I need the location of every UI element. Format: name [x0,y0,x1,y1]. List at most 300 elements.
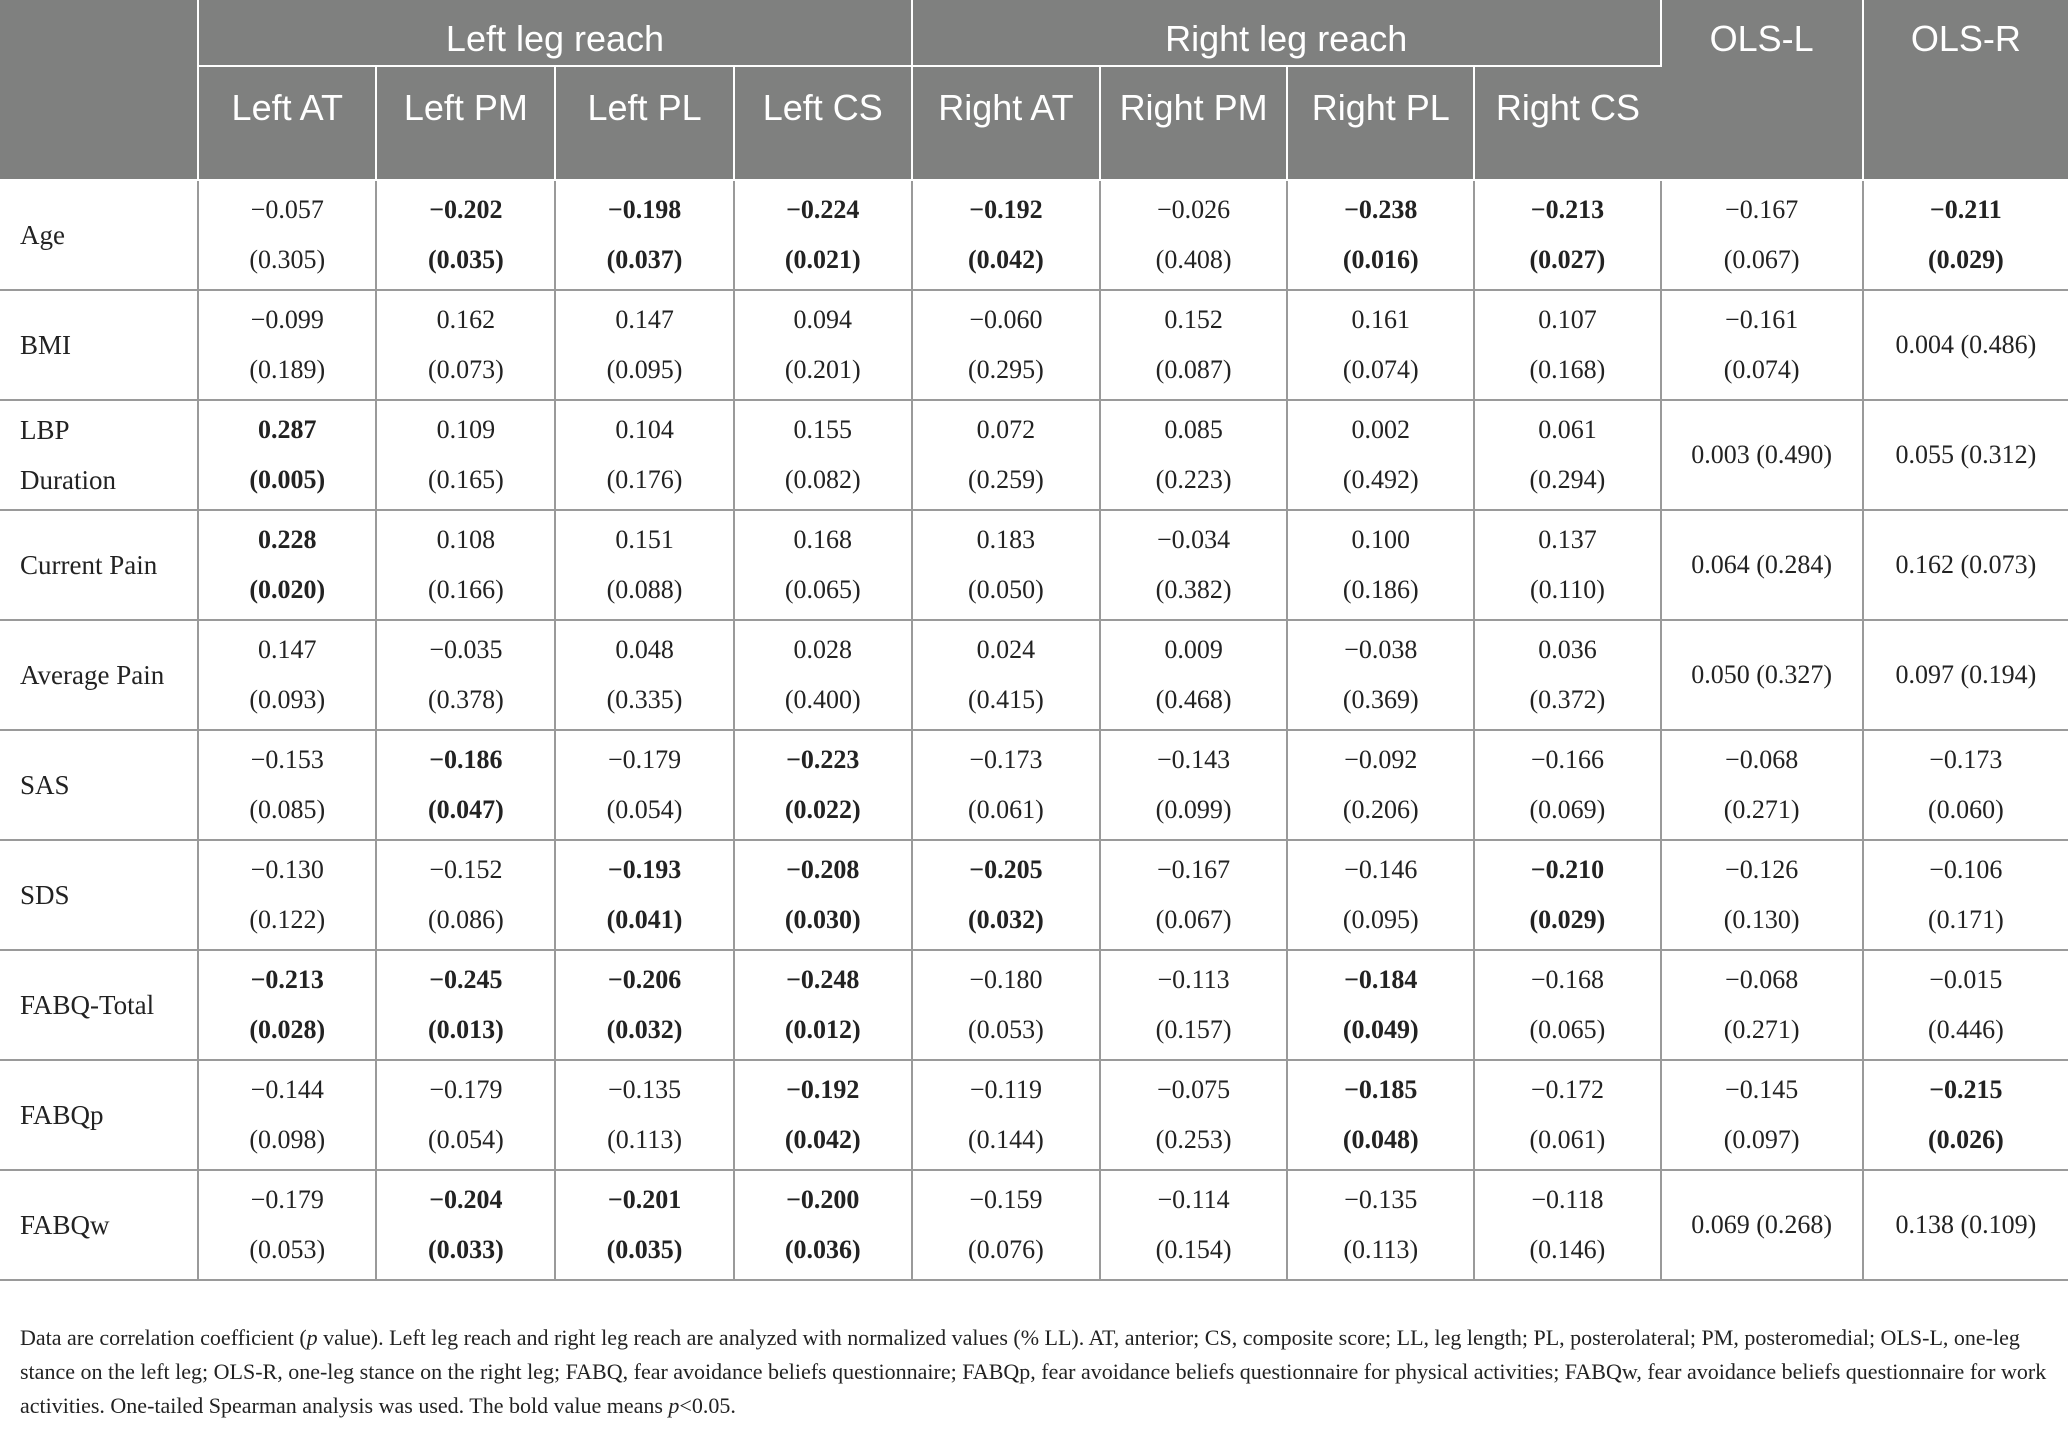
correlation-coefficient: 0.162 [436,305,496,334]
row-label-line: Duration [20,465,116,495]
table-cell [1661,620,1863,730]
table-cell [1474,180,1660,290]
correlation-coefficient: −0.200 [786,1185,860,1214]
table-row [0,840,2068,950]
table-row [0,730,2068,840]
table-cell [1100,510,1287,620]
p-value: (0.074) [1723,355,1800,384]
p-value: (0.171) [1927,905,2004,934]
p-value: (0.022) [784,795,861,824]
table-cell [1287,840,1474,950]
correlation-coefficient: 0.028 [793,635,852,664]
table-cell [912,950,1100,1060]
correlation-coefficient: −0.193 [607,855,682,884]
table-cell [1661,510,1863,620]
table-cell [734,180,912,290]
table-cell [912,510,1100,620]
table-cell [376,730,555,840]
p-value: (0.013) [427,1015,504,1044]
table-cell [555,840,733,950]
correlation-coefficient: 0.109 [436,415,496,444]
correlation-coefficient: 0.097 (0.194) [1895,660,2037,689]
correlation-coefficient: −0.179 [429,1075,503,1104]
row-label-line: Average Pain [20,660,165,690]
header-left-leg-reach: Left leg reach [198,0,912,66]
p-value: (0.095) [606,355,683,384]
correlation-coefficient: 0.183 [976,525,1036,554]
correlation-coefficient: 0.147 [258,635,317,664]
table-cell [734,620,912,730]
correlation-coefficient: −0.206 [607,965,682,994]
p-value: (0.028) [249,1015,326,1044]
table-cell [376,290,555,400]
table-cell [734,730,912,840]
table-cell [1863,620,2068,730]
correlation-coefficient: −0.211 [1929,195,2002,224]
table-cell [1474,950,1660,1060]
correlation-coefficient: −0.130 [250,855,324,884]
p-value: (0.088) [606,575,683,604]
table-cell [1474,1060,1660,1170]
p-value: (0.016) [1342,245,1419,274]
p-value: (0.076) [968,1235,1044,1264]
correlation-coefficient: −0.068 [1725,745,1799,774]
correlation-coefficient: −0.248 [786,965,860,994]
p-value: (0.029) [1927,245,2004,274]
p-value: (0.446) [1927,1015,2004,1044]
correlation-coefficient: 0.036 [1538,635,1597,664]
p-value: (0.408) [1155,245,1232,274]
table-cell [734,840,912,950]
header-ols-l: OLS-L [1661,0,1863,180]
header-row-groups [0,0,2068,66]
header-right-at: Right AT [912,66,1100,180]
p-value: (0.144) [968,1125,1044,1154]
p-value: (0.095) [1342,905,1419,934]
header-left-pl: Left PL [555,66,733,180]
correlation-coefficient: −0.161 [1725,305,1799,334]
table-row [0,1170,2068,1280]
correlation-coefficient: 0.162 (0.073) [1895,550,2037,579]
correlation-coefficient: −0.118 [1531,1185,1604,1214]
row-label-line: BMI [20,330,72,360]
table-cell [198,400,376,510]
p-value: (0.053) [249,1235,326,1264]
correlation-coefficient: −0.167 [1157,855,1231,884]
correlation-coefficient: −0.015 [1929,965,2003,994]
p-value: (0.021) [784,245,861,274]
table-cell [198,840,376,950]
header-right-cs: Right CS [1474,66,1660,180]
header-left-pm: Left PM [376,66,555,180]
p-value: (0.099) [1155,795,1232,824]
table-cell [198,1170,376,1280]
correlation-coefficient: 0.137 [1538,525,1597,554]
table-cell [1287,510,1474,620]
correlation-coefficient: −0.035 [429,635,503,664]
correlation-coefficient: −0.143 [1157,745,1231,774]
p-value: (0.026) [1927,1125,2004,1154]
correlation-coefficient: −0.201 [607,1185,682,1214]
header-right-pm: Right PM [1100,66,1287,180]
p-value: (0.130) [1723,905,1800,934]
p-value: (0.086) [427,905,504,934]
p-value: (0.206) [1342,795,1419,824]
p-value: (0.087) [1155,355,1232,384]
correlation-coefficient: −0.145 [1725,1075,1799,1104]
p-value: (0.305) [249,245,326,274]
table-cell [555,950,733,1060]
footnote-part3: <0.05. [679,1393,736,1418]
p-value: (0.082) [784,465,861,494]
p-value: (0.271) [1723,1015,1800,1044]
correlation-coefficient: −0.026 [1157,195,1231,224]
table-cell [1100,1060,1287,1170]
row-label [0,1170,198,1280]
p-value: (0.042) [968,245,1044,274]
row-label [0,1060,198,1170]
table-cell [555,510,733,620]
table-cell [198,950,376,1060]
table-cell [555,290,733,400]
row-label-line: Age [20,220,65,250]
header-ols-r: OLS-R [1863,0,2068,180]
header-left-cs: Left CS [734,66,912,180]
p-value: (0.400) [784,685,861,714]
correlation-coefficient: −0.184 [1344,965,1418,994]
p-value: (0.050) [968,575,1044,604]
correlation-coefficient: 0.055 (0.312) [1895,440,2037,469]
table-cell [198,180,376,290]
header-right-leg-reach: Right leg reach [912,0,1661,66]
p-value: (0.113) [1343,1235,1419,1264]
correlation-coefficient: −0.224 [786,195,860,224]
p-value: (0.097) [1723,1125,1800,1154]
p-value: (0.069) [1529,795,1606,824]
correlation-coefficient: −0.126 [1725,855,1799,884]
header-left-at: Left AT [198,66,376,180]
correlation-coefficient: −0.205 [969,855,1043,884]
table-cell [1287,950,1474,1060]
p-value: (0.113) [607,1125,682,1154]
correlation-coefficient: −0.192 [786,1075,860,1104]
correlation-coefficient: −0.192 [969,195,1043,224]
p-value: (0.012) [784,1015,861,1044]
footnote-p-italic-2: p [668,1393,680,1418]
table-cell [912,400,1100,510]
table-cell [1287,730,1474,840]
correlation-coefficient: −0.166 [1530,745,1605,774]
p-value: (0.005) [249,465,326,494]
correlation-coefficient: 0.287 [258,415,317,444]
p-value: (0.201) [784,355,861,384]
p-value: (0.036) [784,1235,861,1264]
table-cell [1100,400,1287,510]
p-value: (0.061) [1529,1125,1606,1154]
correlation-coefficient: −0.099 [250,305,324,334]
p-value: (0.468) [1155,685,1232,714]
table-cell [912,180,1100,290]
correlation-coefficient: 0.094 [793,305,852,334]
table-cell [198,510,376,620]
correlation-coefficient: −0.114 [1157,1185,1230,1214]
p-value: (0.037) [606,245,683,274]
correlation-coefficient: −0.135 [607,1075,682,1104]
correlation-coefficient: −0.152 [429,855,503,884]
footnote-part1: Data are correlation coefficient ( [20,1325,307,1350]
correlation-coefficient: −0.092 [1344,745,1418,774]
correlation-coefficient: 0.069 (0.268) [1691,1210,1833,1239]
table-cell [1100,180,1287,290]
p-value: (0.048) [1342,1125,1419,1154]
correlation-coefficient: 0.061 [1538,415,1597,444]
table-cell [1100,1170,1287,1280]
row-label [0,840,198,950]
p-value: (0.033) [427,1235,504,1264]
correlation-coefficient: −0.173 [969,745,1043,774]
correlation-coefficient: 0.107 [1538,305,1597,334]
table-cell [198,730,376,840]
correlation-coefficient: −0.144 [250,1075,324,1104]
row-label [0,730,198,840]
table-cell [1661,290,1863,400]
correlation-coefficient: 0.003 (0.490) [1691,440,1833,469]
row-label [0,400,198,510]
p-value: (0.032) [968,905,1044,934]
table-cell [1474,840,1660,950]
table-cell [1863,1170,2068,1280]
p-value: (0.335) [606,685,683,714]
table-cell [1287,290,1474,400]
correlation-coefficient: −0.113 [1157,965,1230,994]
p-value: (0.041) [606,905,683,934]
table-cell [376,510,555,620]
row-label [0,180,198,290]
row-label-line: SAS [20,770,70,800]
table-cell [1661,1060,1863,1170]
row-label-line: FABQp [20,1100,104,1130]
correlation-coefficient: −0.179 [607,745,682,774]
p-value: (0.253) [1155,1125,1232,1154]
p-value: (0.054) [606,795,683,824]
p-value: (0.146) [1529,1235,1606,1264]
table-cell [376,840,555,950]
table-cell [1100,730,1287,840]
p-value: (0.054) [427,1125,504,1154]
correlation-coefficient: −0.204 [429,1185,503,1214]
correlation-coefficient: −0.245 [429,965,503,994]
p-value: (0.122) [249,905,326,934]
table-cell [1287,1170,1474,1280]
table-cell [1100,950,1287,1060]
table-cell [1474,730,1660,840]
p-value: (0.073) [427,355,504,384]
correlation-coefficient: 0.002 [1351,415,1410,444]
p-value: (0.067) [1723,245,1800,274]
correlation-coefficient: 0.108 [436,525,496,554]
p-value: (0.049) [1342,1015,1419,1044]
p-value: (0.020) [249,575,326,604]
header-right-pl: Right PL [1287,66,1474,180]
correlation-coefficient: −0.213 [1530,195,1605,224]
p-value: (0.415) [968,685,1044,714]
correlation-coefficient: −0.034 [1157,525,1231,554]
correlation-coefficient: −0.223 [786,745,860,774]
table-cell [1474,1170,1660,1280]
table-cell [734,1060,912,1170]
table-cell [1863,400,2068,510]
p-value: (0.157) [1155,1015,1232,1044]
correlation-coefficient: −0.172 [1530,1075,1605,1104]
row-label-line: FABQw [20,1210,110,1240]
p-value: (0.271) [1723,795,1800,824]
correlation-coefficient: 0.168 [793,525,852,554]
table-cell [1100,290,1287,400]
table-cell [1863,840,2068,950]
correlation-coefficient: 0.228 [258,525,317,554]
table-row [0,620,2068,730]
table-cell [198,620,376,730]
table-row [0,1060,2068,1170]
p-value: (0.168) [1529,355,1606,384]
correlation-coefficient: −0.202 [429,195,503,224]
table-cell [1474,620,1660,730]
p-value: (0.067) [1155,905,1232,934]
p-value: (0.061) [968,795,1044,824]
table-cell [1661,1170,1863,1280]
table-cell [1474,400,1660,510]
table-cell [1863,730,2068,840]
table-cell [376,1060,555,1170]
row-label [0,620,198,730]
table-cell [376,950,555,1060]
p-value: (0.378) [427,685,504,714]
correlation-coefficient: 0.151 [615,525,674,554]
table-cell [198,1060,376,1170]
correlation-coefficient: −0.068 [1725,965,1799,994]
p-value: (0.176) [606,465,683,494]
p-value: (0.042) [784,1125,861,1154]
table-cell [1474,290,1660,400]
correlation-coefficient: −0.208 [786,855,860,884]
table-cell [1863,510,2068,620]
correlation-coefficient: −0.119 [969,1075,1043,1104]
p-value: (0.093) [249,685,326,714]
correlation-coefficient: −0.198 [607,195,682,224]
correlation-coefficient: −0.173 [1929,745,2003,774]
correlation-coefficient: −0.146 [1344,855,1418,884]
correlation-coefficient: −0.186 [429,745,503,774]
table-cell [1661,950,1863,1060]
correlation-coefficient: −0.057 [250,195,324,224]
p-value: (0.065) [1529,1015,1606,1044]
table-cell [555,1170,733,1280]
table-cell [555,400,733,510]
p-value: (0.065) [784,575,861,604]
table-row [0,510,2068,620]
p-value: (0.372) [1529,685,1606,714]
table-cell [912,730,1100,840]
p-value: (0.382) [1155,575,1232,604]
p-value: (0.053) [968,1015,1044,1044]
table-cell [1100,840,1287,950]
correlation-coefficient: −0.179 [250,1185,324,1214]
table-cell [734,510,912,620]
correlation-coefficient: −0.167 [1725,195,1799,224]
table-cell [555,1060,733,1170]
correlation-coefficient: −0.210 [1530,855,1605,884]
table-cell [555,730,733,840]
correlation-coefficient: −0.135 [1344,1185,1418,1214]
correlation-coefficient: −0.153 [250,745,324,774]
correlation-coefficient: −0.168 [1530,965,1605,994]
correlation-coefficient: 0.064 (0.284) [1691,550,1833,579]
correlation-coefficient: 0.050 (0.327) [1691,660,1833,689]
table-cell [734,1170,912,1280]
correlation-coefficient: −0.106 [1929,855,2003,884]
table-cell [1863,290,2068,400]
table-cell [1661,400,1863,510]
p-value: (0.074) [1342,355,1419,384]
row-label-line: LBP [20,415,70,445]
table-cell [912,620,1100,730]
table-cell [734,400,912,510]
correlation-coefficient: 0.004 (0.486) [1895,330,2037,359]
table-cell [912,840,1100,950]
p-value: (0.032) [606,1015,683,1044]
table-cell [1661,730,1863,840]
table-footnote [20,1321,2050,1423]
row-label [0,290,198,400]
correlation-coefficient: 0.155 [793,415,852,444]
table-cell [376,620,555,730]
row-label [0,510,198,620]
correlation-coefficient: 0.152 [1164,305,1223,334]
table-cell [1661,180,1863,290]
table-row [0,180,2068,290]
row-label [0,950,198,1060]
p-value: (0.060) [1927,795,2004,824]
table-cell [1287,1060,1474,1170]
p-value: (0.259) [968,465,1044,494]
table-cell [912,1060,1100,1170]
table-cell [376,1170,555,1280]
table-cell [1287,620,1474,730]
correlation-coefficient: 0.147 [615,305,674,334]
table-row [0,290,2068,400]
table-cell [912,290,1100,400]
header-corner [0,0,198,180]
p-value: (0.098) [249,1125,326,1154]
correlation-coefficient: 0.161 [1351,305,1410,334]
correlation-coefficient: 0.104 [615,415,674,444]
correlation-coefficient: −0.180 [969,965,1043,994]
table-row [0,400,2068,510]
p-value: (0.223) [1155,465,1232,494]
correlation-coefficient: −0.215 [1929,1075,2003,1104]
p-value: (0.035) [606,1235,683,1264]
correlation-coefficient: 0.100 [1351,525,1410,554]
footnote-p-italic: p [306,1325,318,1350]
table-cell [1863,180,2068,290]
p-value: (0.186) [1342,575,1419,604]
p-value: (0.110) [1530,575,1605,604]
table-cell [1661,840,1863,950]
p-value: (0.295) [968,355,1044,384]
table-cell [555,620,733,730]
p-value: (0.166) [427,575,504,604]
p-value: (0.492) [1342,465,1419,494]
